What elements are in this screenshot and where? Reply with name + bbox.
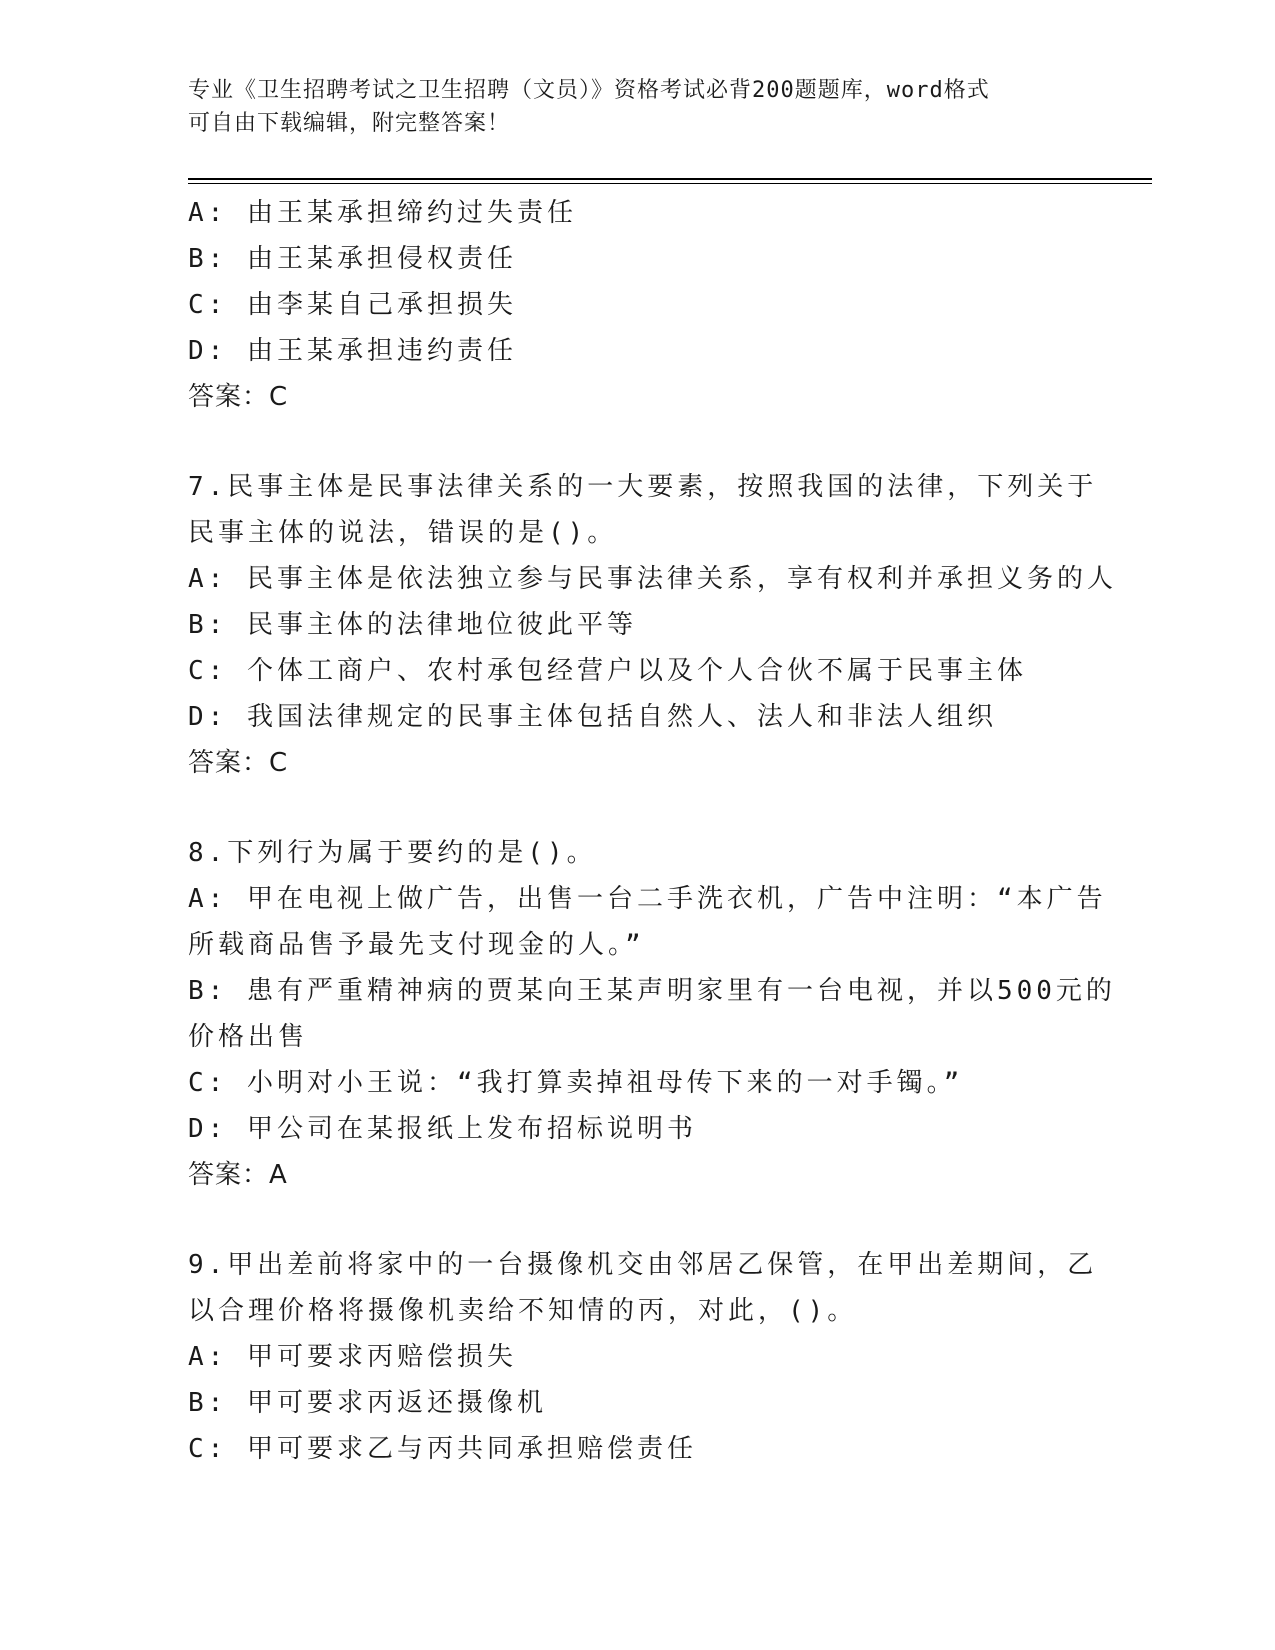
header-rule-thin	[188, 183, 1152, 184]
question-8	[188, 830, 1116, 1198]
option-a: A: 甲可要求丙赔偿损失	[188, 1342, 517, 1372]
document-header	[188, 74, 1088, 140]
document-body	[188, 190, 1117, 1472]
option-b: B: 患有严重精神病的贾某向王某声明家里有一台电视，并以500元的	[188, 976, 1116, 1006]
option-c: C: 小明对小王说：“我打算卖掉祖母传下来的一对手镯。”	[188, 1068, 964, 1098]
question-stem-line: 7.民事主体是民事法律关系的一大要素，按照我国的法律，下列关于	[188, 472, 1098, 502]
answer: 答案：C	[188, 382, 289, 412]
option-d: D: 我国法律规定的民事主体包括自然人、法人和非法人组织	[188, 702, 997, 732]
option-c: C: 由李某自己承担损失	[188, 290, 517, 320]
option-b-continued: 价格出售	[188, 1022, 309, 1052]
spacer	[188, 1198, 1088, 1242]
header-line-2: 可自由下载编辑，附完整答案！	[188, 111, 511, 136]
question-stem-line: 民事主体的说法，错误的是()。	[188, 518, 618, 548]
answer: 答案：C	[188, 748, 289, 778]
option-c: C: 个体工商户、农村承包经营户以及个人合伙不属于民事主体	[188, 656, 1027, 686]
option-b: B: 甲可要求丙返还摄像机	[188, 1388, 547, 1418]
option-a: A: 民事主体是依法独立参与民事法律关系，享有权利并承担义务的人	[188, 564, 1117, 594]
option-b: B: 民事主体的法律地位彼此平等	[188, 610, 637, 640]
option-b: B: 由王某承担侵权责任	[188, 244, 517, 274]
option-a: A: 由王某承担缔约过失责任	[188, 198, 577, 228]
option-a: A: 甲在电视上做广告，出售一台二手洗衣机，广告中注明：“本广告	[188, 884, 1107, 914]
header-rule-thick	[188, 178, 1152, 180]
spacer	[188, 786, 1088, 830]
option-d: D: 由王某承担违约责任	[188, 336, 517, 366]
option-d: D: 甲公司在某报纸上发布招标说明书	[188, 1114, 697, 1144]
option-a-continued: 所载商品售予最先支付现金的人。”	[188, 930, 645, 960]
header-line-1: 专业《卫生招聘考试之卫生招聘（文员）》资格考试必背200题题库，word格式	[188, 78, 990, 103]
answer: 答案：A	[188, 1160, 288, 1190]
question-stem-line: 以合理价格将摄像机卖给不知情的丙，对此，()。	[188, 1296, 858, 1326]
question-6	[188, 190, 1088, 420]
spacer	[188, 420, 1088, 464]
question-7	[188, 464, 1117, 786]
question-stem-line: 8.下列行为属于要约的是()。	[188, 838, 597, 868]
option-c: C: 甲可要求乙与丙共同承担赔偿责任	[188, 1434, 697, 1464]
question-stem-line: 9.甲出差前将家中的一台摄像机交由邻居乙保管，在甲出差期间，乙	[188, 1250, 1098, 1280]
question-9	[188, 1242, 1098, 1472]
